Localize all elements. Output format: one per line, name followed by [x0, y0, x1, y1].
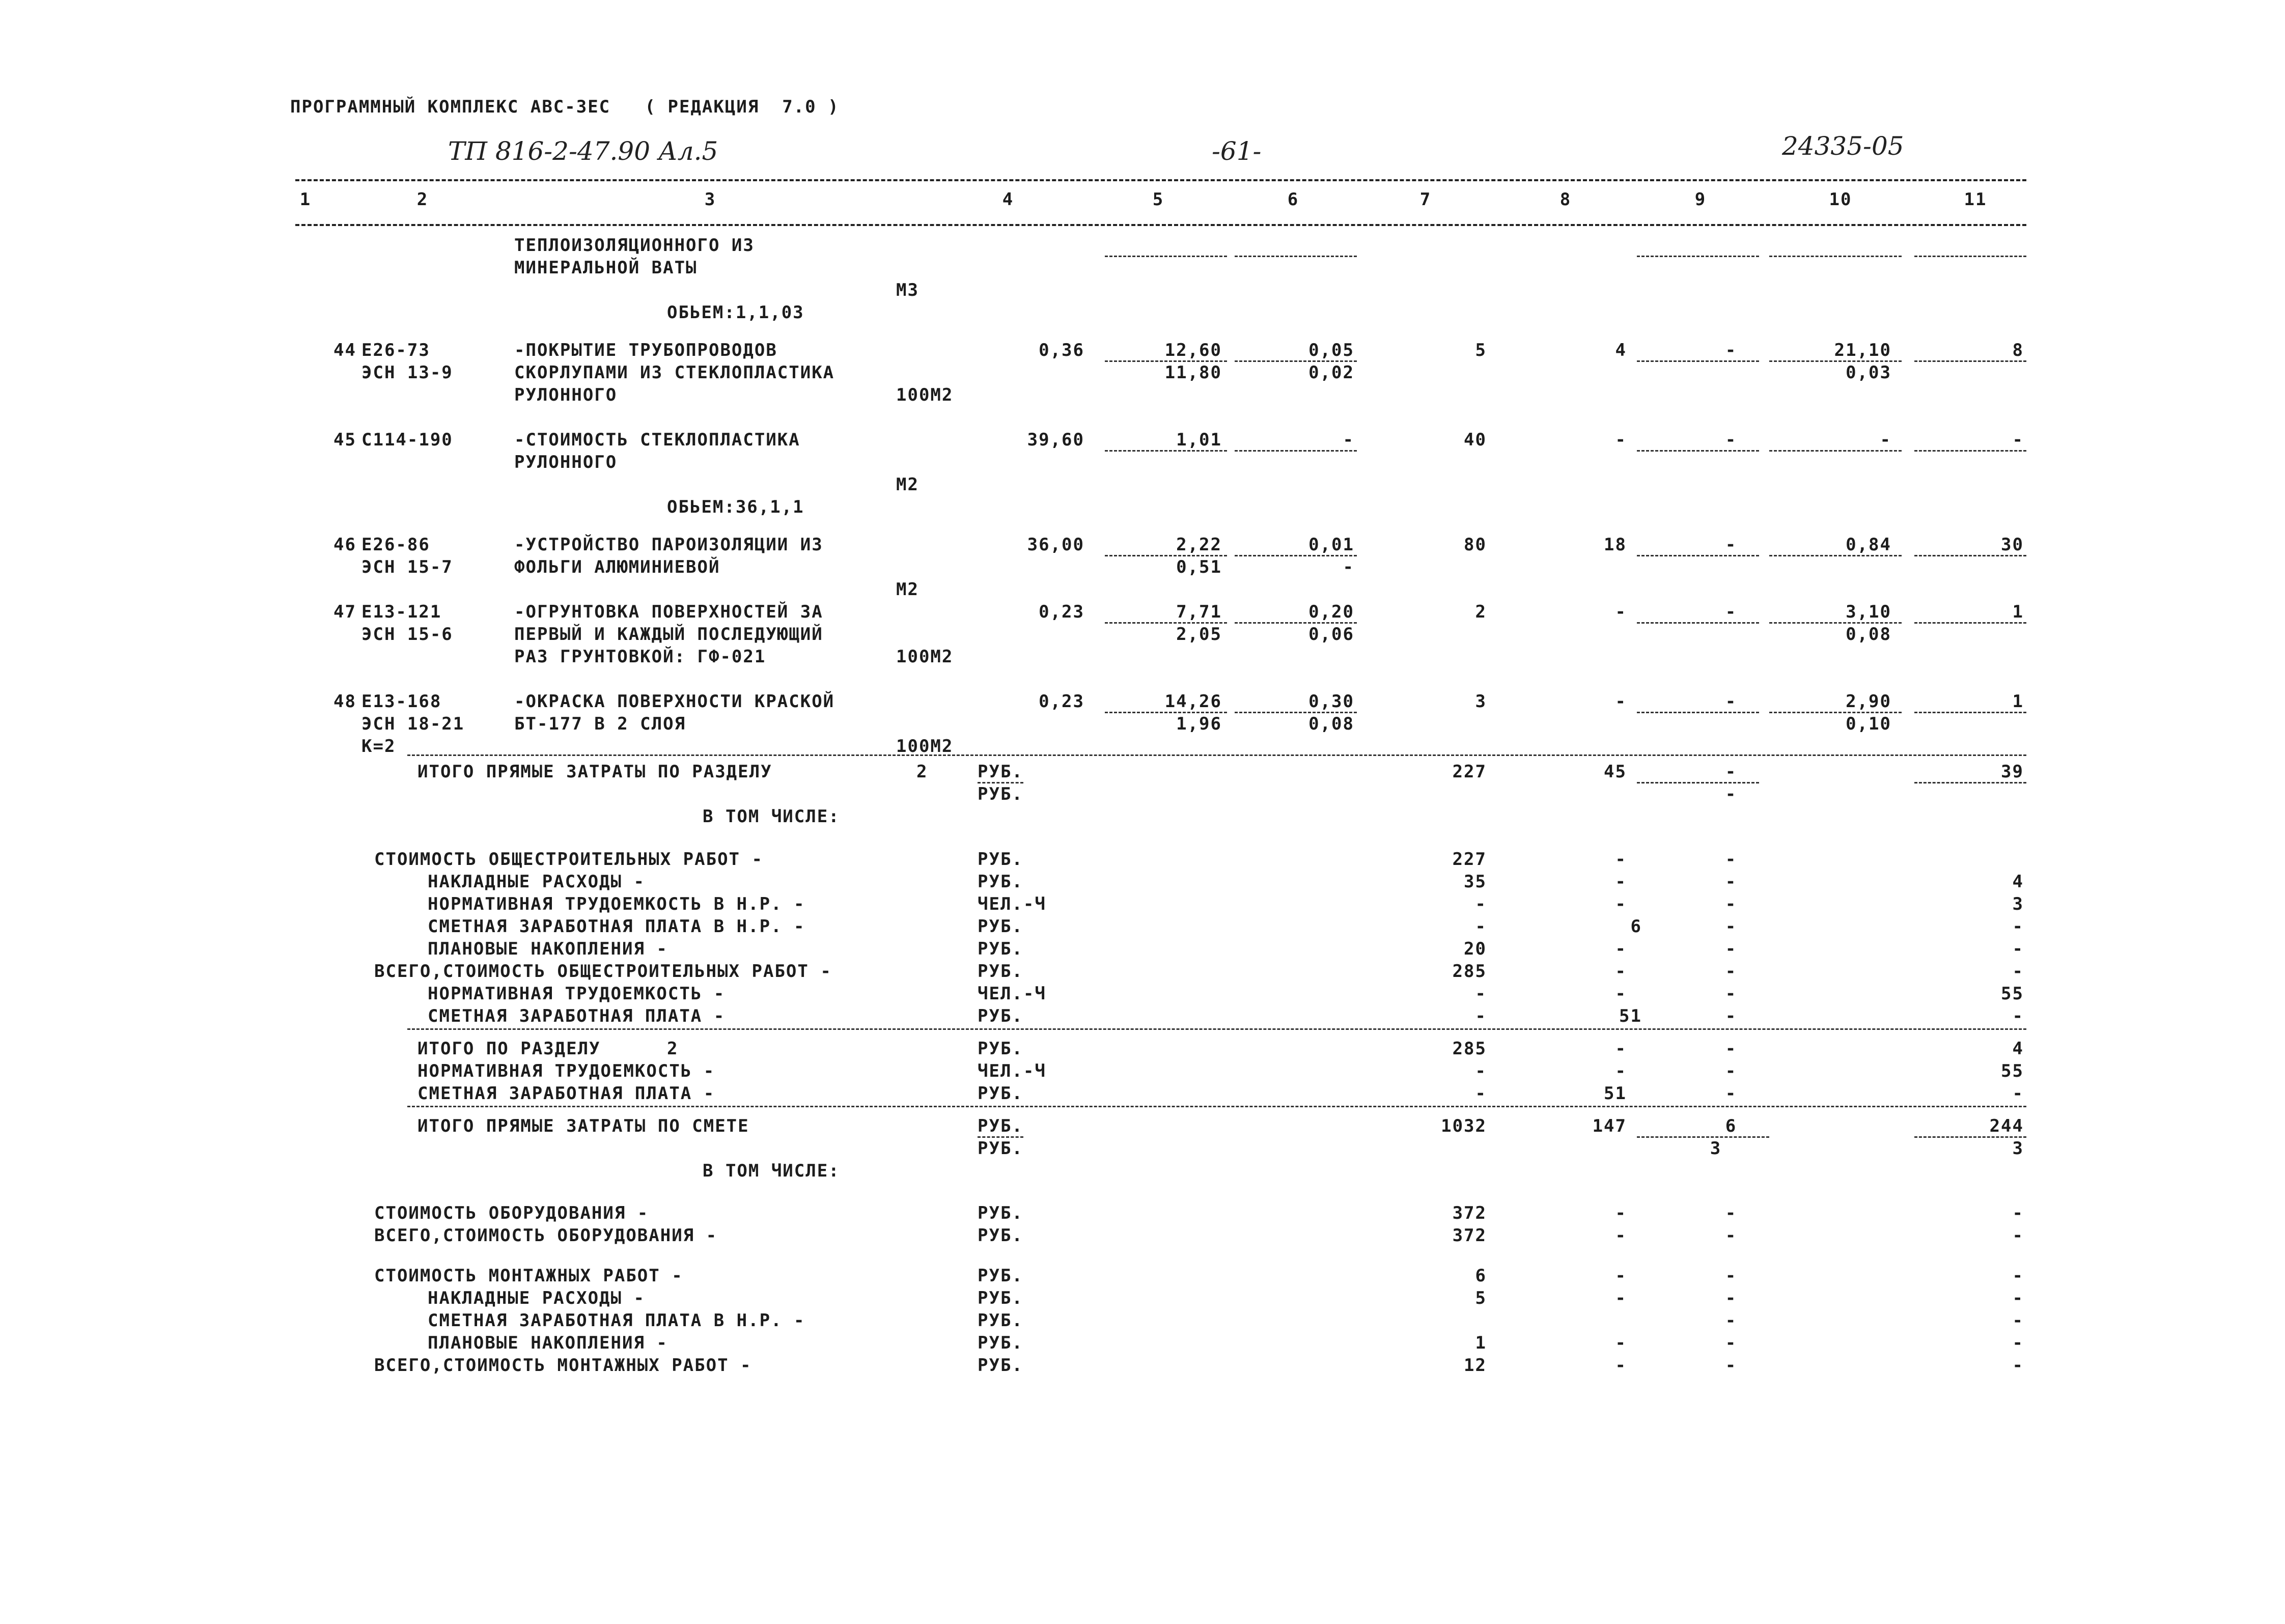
col9-value: -	[1725, 961, 1737, 982]
col4-quantity: 39,60	[1027, 430, 1084, 450]
unit-label: ЧЕЛ.-Ч	[978, 1060, 1046, 1081]
item-description: РУЛОННОГО	[514, 385, 618, 405]
item-unit: 100М2	[896, 385, 954, 405]
col11-value: 8	[2012, 340, 2024, 360]
breakdown-label: СМЕТНАЯ ЗАРАБОТНАЯ ПЛАТА В Н.Р. -	[428, 1310, 805, 1331]
col11-value: 30	[2001, 535, 2024, 555]
col9-value: -	[1725, 340, 1737, 360]
including-label: В ТОМ ЧИСЛЕ:	[703, 1160, 840, 1181]
col9-value: -	[1725, 849, 1737, 870]
col11-value: -	[2012, 1083, 2024, 1104]
unit-label: РУБ.	[978, 1225, 1023, 1246]
col10-value: 0,84	[1846, 535, 1891, 555]
col11-value: 39	[2001, 762, 2024, 782]
breakdown-label: ВСЕГО,СТОИМОСТЬ МОНТАЖНЫХ РАБОТ -	[374, 1355, 752, 1376]
item-description: ТЕПЛОИЗОЛЯЦИОННОГО ИЗ	[514, 235, 755, 256]
unit-label: ЧЕЛ.-Ч	[978, 893, 1046, 914]
subtotal-dash	[1769, 360, 1902, 362]
col9-value: -	[1725, 762, 1737, 782]
unit-label: РУБ.	[978, 784, 1023, 804]
item-code: ЭСН 13-9	[361, 362, 453, 383]
col10-salary: 0,03	[1846, 362, 1891, 383]
col7-total: 372	[1452, 1203, 1487, 1224]
column-number: 11	[1964, 189, 1987, 210]
col8-value: -	[1615, 1060, 1627, 1081]
col7-total: 372	[1452, 1225, 1487, 1246]
item-code: Е26-86	[361, 535, 430, 555]
subtotal-dash	[1105, 712, 1227, 713]
col7-total: 40	[1464, 430, 1487, 450]
col9-value: -	[1725, 1355, 1737, 1376]
col5-salary: 2,05	[1176, 624, 1222, 645]
item-description: -СТОИМОСТЬ СТЕКЛОПЛАСТИКА	[514, 430, 800, 450]
section-sum-label: ИТОГО ПО РАЗДЕЛУ	[417, 1038, 601, 1059]
item-volume: ОБЬЕМ:36,1,1	[667, 497, 804, 517]
breakdown-label: СМЕТНАЯ ЗАРАБОТНАЯ ПЛАТА -	[428, 1005, 726, 1026]
col5-salary: 0,51	[1176, 557, 1222, 577]
breakdown-label: СТОИМОСТЬ ОБОРУДОВАНИЯ -	[374, 1203, 649, 1224]
subtotal-dash	[1235, 712, 1357, 713]
unit-label: РУБ.	[978, 849, 1023, 870]
col7-total: -	[1475, 1083, 1487, 1104]
col10-value: -	[1880, 430, 1891, 450]
col4-quantity: 0,23	[1039, 691, 1084, 712]
col11-value: 3	[2012, 893, 2024, 914]
col11-value: -	[2012, 961, 2024, 982]
item-code: ЭСН 15-6	[361, 624, 453, 645]
col7-total: 20	[1464, 938, 1487, 959]
col7-total: 285	[1452, 1038, 1487, 1059]
item-description: МИНЕРАЛЬНОЙ ВАТЫ	[514, 258, 698, 278]
subtotal-dash	[1914, 450, 2026, 452]
item-unit: М2	[896, 474, 919, 495]
section-number: 2	[667, 1038, 679, 1059]
col6-value: 0,05	[1308, 340, 1354, 360]
column-number: 8	[1559, 189, 1572, 210]
item-number: 48	[333, 691, 356, 712]
section-sum-label: НОРМАТИВНАЯ ТРУДОЕМКОСТЬ -	[417, 1060, 715, 1081]
subtotal-dash	[1914, 712, 2026, 713]
col5-salary: 11,80	[1164, 362, 1222, 383]
item-code: Е13-168	[361, 691, 442, 712]
col8-value: -	[1615, 1288, 1627, 1309]
col8-value: -	[1615, 961, 1627, 982]
item-number: 45	[333, 430, 356, 450]
col4-quantity: 36,00	[1027, 535, 1084, 555]
page-number: -61-	[1212, 136, 1262, 166]
col8-value: 18	[1604, 535, 1627, 555]
item-number: 47	[333, 602, 356, 622]
column-number: 5	[1152, 189, 1164, 210]
col10-salary: 0,10	[1846, 714, 1891, 734]
col11-value: -	[2012, 1266, 2024, 1286]
col9-value: -	[1725, 1288, 1737, 1309]
col11-value: 4	[2012, 871, 2024, 892]
col7-total: 80	[1464, 535, 1487, 555]
breakdown-label: НАКЛАДНЫЕ РАСХОДЫ -	[428, 871, 645, 892]
col8-value: -	[1615, 938, 1627, 959]
subtotal-dash	[1769, 450, 1902, 452]
unit-label: РУБ.	[978, 1266, 1023, 1286]
col7-total: -	[1475, 893, 1487, 914]
item-code: ЭСН 18-21	[361, 714, 465, 734]
unit-label: РУБ.	[978, 1333, 1023, 1354]
col8-value: 147	[1592, 1115, 1627, 1136]
header-rule-top	[295, 179, 2026, 181]
col10-salary: 0,08	[1846, 624, 1891, 645]
col11-value: 1	[2012, 691, 2024, 712]
col6-value: -	[1343, 430, 1354, 450]
item-description: -УСТРОЙСТВО ПАРОИЗОЛЯЦИИ ИЗ	[514, 535, 823, 555]
subtotal-dash	[1914, 1136, 2026, 1138]
col11-value: -	[2012, 1288, 2024, 1309]
estimate-total-label: ИТОГО ПРЯМЫЕ ЗАТРАТЫ ПО СМЕТЕ	[417, 1115, 749, 1136]
subtotal-dash	[1637, 712, 1759, 713]
item-unit: 100М2	[896, 647, 954, 667]
item-description: СКОРЛУПАМИ ИЗ СТЕКЛОПЛАСТИКА	[514, 362, 835, 383]
col9-value: -	[1725, 1333, 1737, 1354]
breakdown-rule	[407, 1028, 2026, 1030]
breakdown-label: СМЕТНАЯ ЗАРАБОТНАЯ ПЛАТА В Н.Р. -	[428, 916, 805, 937]
breakdown-label: ВСЕГО,СТОИМОСТЬ ОБОРУДОВАНИЯ -	[374, 1225, 718, 1246]
col5-salary: 1,96	[1176, 714, 1222, 734]
col9-value: -	[1725, 893, 1737, 914]
col9-value: -	[1725, 871, 1737, 892]
unit-label: РУБ.	[978, 1138, 1023, 1159]
section-number: 2	[916, 762, 928, 782]
subtotal-dash	[1235, 622, 1357, 624]
col7-total: 1032	[1441, 1115, 1487, 1136]
col7-total: 5	[1475, 340, 1487, 360]
subtotal-dash	[1105, 450, 1227, 452]
col9-value: -	[1725, 1038, 1737, 1059]
subtotal-dash	[1235, 360, 1357, 362]
col8-value: 4	[1615, 340, 1627, 360]
col8-value: -	[1615, 983, 1627, 1004]
item-code: Е26-73	[361, 340, 430, 360]
col9-value: -	[1725, 1266, 1737, 1286]
col5-unit-cost: 14,26	[1164, 691, 1222, 712]
col4-quantity: 0,23	[1039, 602, 1084, 622]
col11-value: -	[2012, 1203, 2024, 1224]
subtotal-dash	[1637, 360, 1759, 362]
unit-label: РУБ.	[978, 938, 1023, 959]
item-code: ЭСН 15-7	[361, 557, 453, 577]
subtotal-dash	[1914, 622, 2026, 624]
unit-label: РУБ.	[978, 1083, 1023, 1104]
col8-value: -	[1615, 602, 1627, 622]
unit-label: РУБ.	[978, 871, 1023, 892]
subtotal-dash	[978, 1136, 1023, 1138]
unit-label: РУБ.	[978, 1203, 1023, 1224]
col9-value: -	[1725, 1060, 1737, 1081]
section-sum-label: СМЕТНАЯ ЗАРАБОТНАЯ ПЛАТА -	[417, 1083, 715, 1104]
breakdown-label: НОРМАТИВНАЯ ТРУДОЕМКОСТЬ В Н.Р. -	[428, 893, 805, 914]
col6-value: 0,30	[1308, 691, 1354, 712]
column-number: 2	[416, 189, 429, 210]
col11-value: 4	[2012, 1038, 2024, 1059]
item-unit: М3	[896, 280, 919, 300]
col9-value: -	[1725, 691, 1737, 712]
col7-total: 227	[1452, 762, 1487, 782]
subtotal-dash	[1769, 712, 1902, 713]
col10-value: 3,10	[1846, 602, 1891, 622]
col5-unit-cost: 12,60	[1164, 340, 1222, 360]
unit-label: РУБ.	[978, 1115, 1023, 1136]
col8-value: 51	[1619, 1005, 1642, 1026]
subtotal-dash	[1769, 256, 1902, 257]
col8-value: -	[1615, 849, 1627, 870]
col5-unit-cost: 2,22	[1176, 535, 1222, 555]
subtotal-dash	[1637, 450, 1759, 452]
item-description: РАЗ ГРУНТОВКОЙ: ГФ-021	[514, 647, 766, 667]
col9-value: -	[1725, 983, 1737, 1004]
unit-label: РУБ.	[978, 961, 1023, 982]
document-code: ТП 816-2-47.90 Ал.5	[448, 136, 718, 166]
item-description: ПЕРВЫЙ И КАЖДЫЙ ПОСЛЕДУЮЩИЙ	[514, 624, 823, 645]
col8-value: -	[1615, 1355, 1627, 1376]
col8-value: -	[1615, 871, 1627, 892]
col9-value: -	[1725, 1005, 1737, 1026]
program-title: ПРОГРАММНЫЙ КОМПЛЕКС АВС-3ЕС ( РЕДАКЦИЯ 7.0 )	[290, 97, 840, 117]
item-description: -ОГРУНТОВКА ПОВЕРХНОСТЕЙ ЗА	[514, 602, 823, 622]
item-volume: ОБЬЕМ:1,1,03	[667, 302, 804, 323]
col7-total: 6	[1475, 1266, 1487, 1286]
subtotal-dash	[1235, 555, 1357, 556]
item-number: 46	[333, 535, 356, 555]
inventory-number: 24335-05	[1782, 131, 1904, 161]
col6-salary: 0,06	[1308, 624, 1354, 645]
col11-value: -	[2012, 1333, 2024, 1354]
column-number: 9	[1694, 189, 1707, 210]
item-code: Е13-121	[361, 602, 442, 622]
breakdown-label: ПЛАНОВЫЕ НАКОПЛЕНИЯ -	[428, 1333, 668, 1354]
unit-label: РУБ.	[978, 1005, 1023, 1026]
item-code: К=2	[361, 736, 396, 757]
subtotal-dash	[978, 782, 1023, 783]
col4-quantity: 0,36	[1039, 340, 1084, 360]
unit-label: РУБ.	[978, 1038, 1023, 1059]
col8-value: -	[1615, 1203, 1627, 1224]
col7-total: 35	[1464, 871, 1487, 892]
col8-value: -	[1615, 1038, 1627, 1059]
item-code: С114-190	[361, 430, 453, 450]
header-rule-bottom	[295, 224, 2026, 226]
col9-value: -	[1725, 1203, 1737, 1224]
breakdown-label: СТОИМОСТЬ ОБЩЕСТРОИТЕЛЬНЫХ РАБОТ -	[374, 849, 763, 870]
breakdown-label: НОРМАТИВНАЯ ТРУДОЕМКОСТЬ -	[428, 983, 726, 1004]
col7-total: 1	[1475, 1333, 1487, 1354]
subtotal-dash	[1914, 782, 2026, 783]
column-number: 3	[704, 189, 716, 210]
subtotal-dash	[1637, 622, 1759, 624]
breakdown-label: ВСЕГО,СТОИМОСТЬ ОБЩЕСТРОИТЕЛЬНЫХ РАБОТ -	[374, 961, 832, 982]
col6-salary: 0,02	[1308, 362, 1354, 383]
col8-value: -	[1615, 1333, 1627, 1354]
col9-value: -	[1725, 938, 1737, 959]
subtotal-dash	[1769, 622, 1902, 624]
col7-total: 3	[1475, 691, 1487, 712]
unit-label: РУБ.	[978, 762, 1023, 782]
col11-value: 3	[2012, 1138, 2024, 1159]
col8-value: 6	[1630, 916, 1642, 937]
column-number: 1	[299, 189, 312, 210]
col8-value: -	[1615, 430, 1627, 450]
col7-total: 12	[1464, 1355, 1487, 1376]
subtotal-dash	[1637, 1136, 1769, 1138]
breakdown-label: СТОИМОСТЬ МОНТАЖНЫХ РАБОТ -	[374, 1266, 683, 1286]
col9-value: -	[1725, 916, 1737, 937]
subtotal-dash	[1914, 360, 2026, 362]
col10-value: 2,90	[1846, 691, 1891, 712]
unit-label: РУБ.	[978, 1355, 1023, 1376]
subtotal-dash	[1105, 360, 1227, 362]
col11-value: -	[2012, 1355, 2024, 1376]
col9-value: -	[1725, 1310, 1737, 1331]
col8-value: 45	[1604, 762, 1627, 782]
col9-value: -	[1725, 430, 1737, 450]
item-unit: 100М2	[896, 736, 954, 757]
subtotal-dash	[1637, 555, 1759, 556]
subtotal-dash	[1914, 555, 2026, 556]
item-description: ФОЛЬГИ АЛЮМИНИЕВОЙ	[514, 557, 720, 577]
col7-total: -	[1475, 1005, 1487, 1026]
col9-value: -	[1725, 784, 1737, 804]
col8-value: -	[1615, 1266, 1627, 1286]
col9-value: -	[1725, 535, 1737, 555]
col10-value: 21,10	[1834, 340, 1891, 360]
subtotal-dash	[1105, 622, 1227, 624]
col11-value: 244	[1989, 1115, 2024, 1136]
col6-salary: -	[1343, 557, 1354, 577]
col11-value: -	[2012, 916, 2024, 937]
subtotal-dash	[1637, 256, 1759, 257]
subtotal-dash	[1637, 782, 1759, 783]
section-total-label: ИТОГО ПРЯМЫЕ ЗАТРАТЫ ПО РАЗДЕЛУ	[417, 762, 772, 782]
col11-value: 55	[2001, 1060, 2024, 1081]
col7-total: 285	[1452, 961, 1487, 982]
subtotal-dash	[1914, 256, 2026, 257]
item-description: -ПОКРЫТИЕ ТРУБОПРОВОДОВ	[514, 340, 777, 360]
col6-salary: 0,08	[1308, 714, 1354, 734]
column-number: 6	[1287, 189, 1299, 210]
col5-unit-cost: 7,71	[1176, 602, 1222, 622]
unit-label: РУБ.	[978, 1288, 1023, 1309]
unit-label: ЧЕЛ.-Ч	[978, 983, 1046, 1004]
col11-value: 55	[2001, 983, 2024, 1004]
subtotal-dash	[1769, 555, 1902, 556]
col8-value: -	[1615, 893, 1627, 914]
col11-value: 1	[2012, 602, 2024, 622]
unit-label: РУБ.	[978, 1310, 1023, 1331]
col5-unit-cost: 1,01	[1176, 430, 1222, 450]
column-number: 10	[1829, 189, 1852, 210]
including-label: В ТОМ ЧИСЛЕ:	[703, 806, 840, 827]
item-unit: М2	[896, 579, 919, 600]
col11-value: -	[2012, 1005, 2024, 1026]
column-number: 7	[1419, 189, 1432, 210]
unit-label: РУБ.	[978, 916, 1023, 937]
col8-value: 51	[1604, 1083, 1627, 1104]
item-description: РУЛОННОГО	[514, 452, 618, 472]
col7-total: 2	[1475, 602, 1487, 622]
col11-value: -	[2012, 938, 2024, 959]
col7-total: -	[1475, 916, 1487, 937]
col8-value: -	[1615, 1225, 1627, 1246]
col9-value: -	[1725, 1083, 1737, 1104]
col7-total: -	[1475, 983, 1487, 1004]
section-rule	[407, 754, 2026, 756]
col7-total: 227	[1452, 849, 1487, 870]
col9-value: -	[1725, 1225, 1737, 1246]
item-description: БТ-177 В 2 СЛОЯ	[514, 714, 686, 734]
col9-value: 3	[1710, 1138, 1722, 1159]
breakdown-label: ПЛАНОВЫЕ НАКОПЛЕНИЯ -	[428, 938, 668, 959]
col11-value: -	[2012, 1225, 2024, 1246]
subtotal-dash	[1235, 256, 1357, 257]
col7-total: -	[1475, 1060, 1487, 1081]
col7-total: 5	[1475, 1288, 1487, 1309]
item-number: 44	[333, 340, 356, 360]
col6-value: 0,20	[1308, 602, 1354, 622]
col11-value: -	[2012, 1310, 2024, 1331]
estimate-rule	[407, 1106, 2026, 1107]
item-description: -ОКРАСКА ПОВЕРХНОСТИ КРАСКОЙ	[514, 691, 835, 712]
col11-value: -	[2012, 430, 2024, 450]
col9-value: -	[1725, 602, 1737, 622]
col9-value: 6	[1725, 1115, 1737, 1136]
col8-value: -	[1615, 691, 1627, 712]
column-number: 4	[1002, 189, 1014, 210]
subtotal-dash	[1105, 256, 1227, 257]
breakdown-label: НАКЛАДНЫЕ РАСХОДЫ -	[428, 1288, 645, 1309]
subtotal-dash	[1235, 450, 1357, 452]
subtotal-dash	[1105, 555, 1227, 556]
col6-value: 0,01	[1308, 535, 1354, 555]
